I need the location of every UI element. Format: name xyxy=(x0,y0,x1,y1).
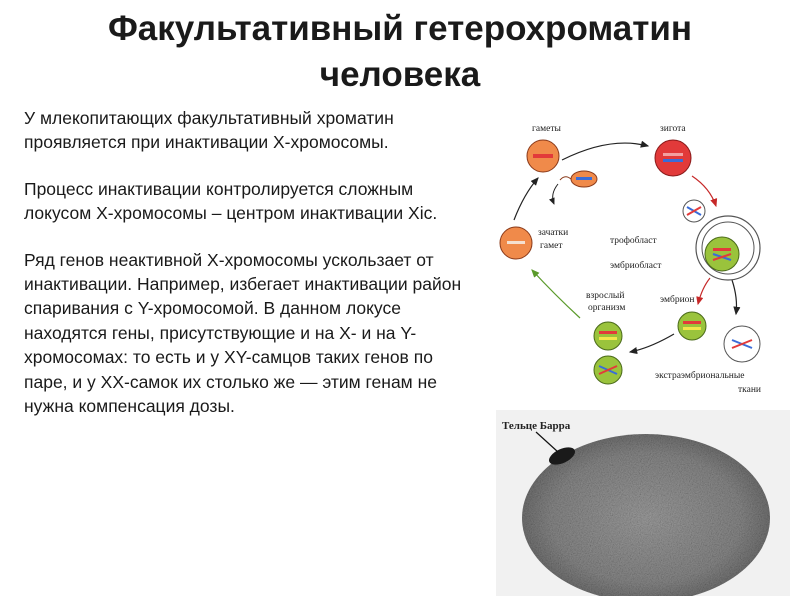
egg-x-chromosome xyxy=(533,154,553,158)
label-germ-primordia-2: гамет xyxy=(540,241,563,251)
arrow-blastocyst-to-extraembryonic xyxy=(732,280,737,314)
label-trophoblast: трофобласт xyxy=(610,236,657,246)
label-embryoblast: эмбриобласт xyxy=(610,261,662,271)
x-inactivation-cycle-diagram xyxy=(470,108,800,408)
arrow-gametes-to-zygote xyxy=(562,143,648,160)
germ-x-chromosome xyxy=(507,241,525,244)
arrow-germ-primordia-to-gametes xyxy=(514,178,538,220)
label-extraembryonic-1: экстраэмбриональные xyxy=(655,371,745,381)
label-zygote: зигота xyxy=(660,124,686,134)
paragraph-escaping-genes: Ряд генов неактивной Х-хромосомы ускользает от инактивации. Например, избегает инактивации район спаривания с Y-хромосомой. В данном локусе находятся гены, присутствующие и на Х- и на Y-хромосомах: то есть и у XY-самцов таких генов по паре, и у XX-самок их столько же — этим генам не нужна компенсация дозы. xyxy=(24,249,462,417)
slide-title-line-1: Факультативный гетерохроматин xyxy=(107,9,693,48)
zygote-x-chromosome-1 xyxy=(663,153,683,156)
slide-title xyxy=(0,6,800,98)
arrow-embryo-to-adult xyxy=(630,334,674,352)
embryo-cell xyxy=(678,312,706,340)
arrow-blastocyst-to-embryo xyxy=(698,278,710,304)
paragraph-x-inactivation: У млекопитающих факультативный хроматин проявляется при инактивации Х-хромосомы. xyxy=(24,108,394,153)
label-barr-body: Тельце Барра xyxy=(502,420,571,432)
adult-cell-1 xyxy=(594,322,622,350)
label-adult-1: взрослый xyxy=(586,291,625,301)
label-germ-primordia-1: зачатки xyxy=(538,228,569,238)
label-adult-2: организм xyxy=(588,303,626,313)
slide-title-line-2: человека xyxy=(319,55,481,94)
paragraph-xic-center: Процесс инактивации контролируется сложным локусом Х-хромосомы – центром инактивации Xic. xyxy=(24,178,438,224)
arrow-gamete-sperm-hook xyxy=(553,184,558,204)
label-embryo: эмбрион xyxy=(660,295,695,305)
zygote-x-chromosome-2 xyxy=(663,159,683,162)
label-extraembryonic-2: ткани xyxy=(738,385,762,395)
embryoblast-cell xyxy=(705,237,739,271)
sperm-chromosome xyxy=(576,177,592,180)
label-gametes: гаметы xyxy=(532,124,561,134)
body-text xyxy=(24,106,470,440)
barr-body-micrograph xyxy=(496,410,790,596)
zygote-cell xyxy=(655,140,691,176)
arrow-adult-to-germ-primordia xyxy=(532,270,580,318)
